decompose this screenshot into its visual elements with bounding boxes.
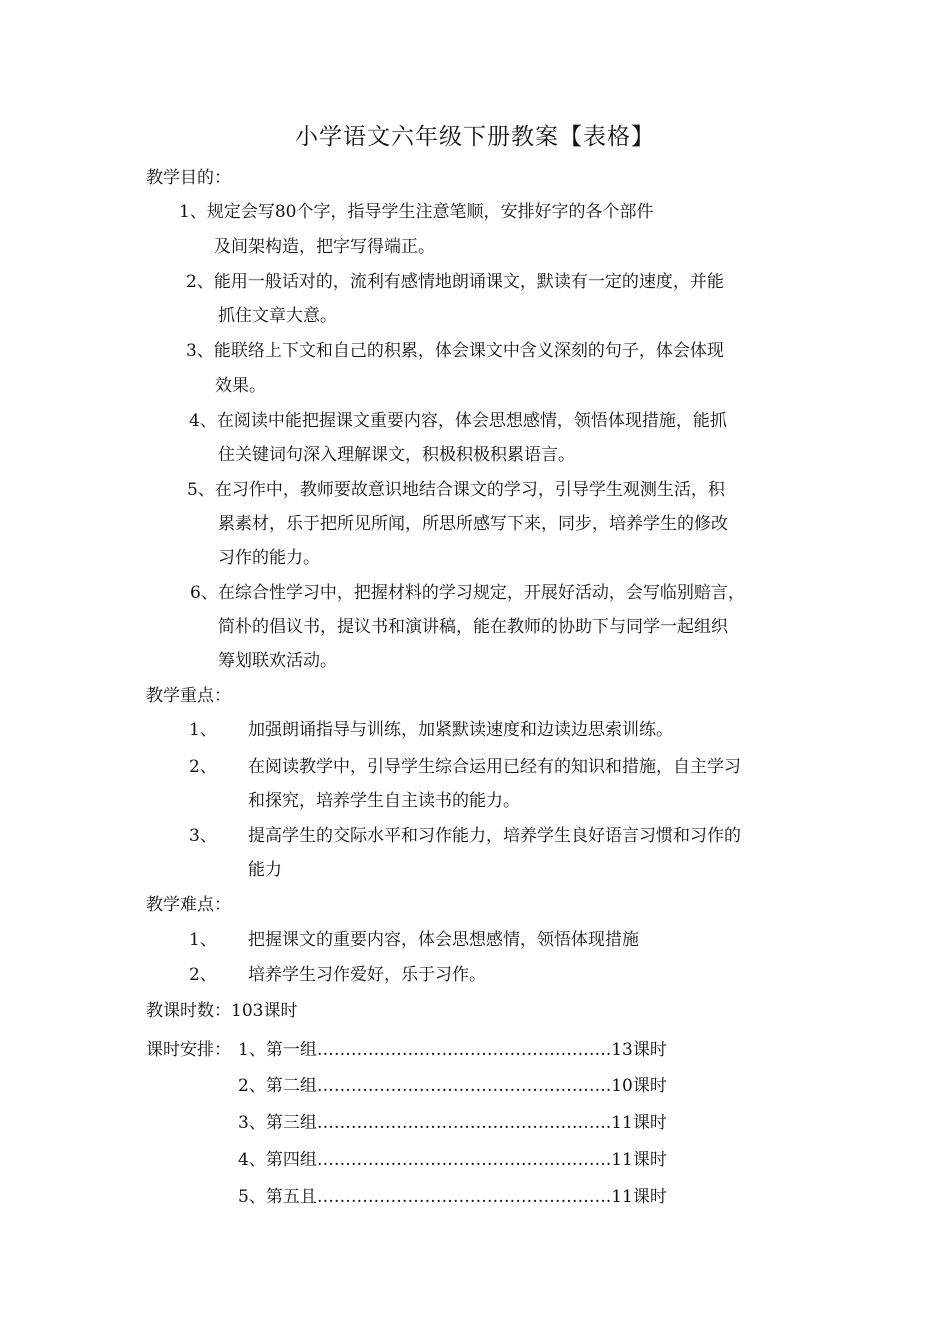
- key-point-1-number: 1、: [189, 720, 217, 740]
- page-title: 小学语文六年级下册教案【表格】: [295, 124, 655, 150]
- difficulty-2-line-1: 培养学生习作爱好，乐于习作。: [248, 965, 486, 985]
- objective-5-line-1: 5、在习作中，教师要故意识地结合课文的学习，引导学生观测生活，积: [187, 480, 725, 500]
- difficulty-1-number: 1、: [189, 930, 217, 950]
- objective-5-line-2: 累素材，乐于把所见所闻，所思所感写下来，同步，培养学生的修改: [218, 514, 728, 534]
- objective-3-line-2: 效果。: [215, 376, 266, 396]
- schedule-row-5: 5、第五且…………………………………………….11课时: [238, 1187, 667, 1207]
- key-point-3-line-2: 能力: [248, 860, 282, 880]
- objective-1-line-1: 1、规定会写80个字，指导学生注意笔顺，安排好字的各个部件: [179, 202, 654, 222]
- objective-6-line-3: 筹划联欢活动。: [218, 651, 337, 671]
- schedule-label: 课时安排：: [146, 1040, 231, 1060]
- schedule-row-2: 2、第二组…………………………………………….10课时: [238, 1076, 667, 1096]
- objective-1-line-2: 及间架构造，把字写得端正。: [214, 237, 435, 257]
- difficulty-2-number: 2、: [189, 965, 217, 985]
- objectives-heading: 教学目的：: [146, 168, 231, 188]
- schedule-row-3: 3、第三组…………………………………………….11课时: [238, 1113, 667, 1133]
- schedule-row-4: 4、第四组…………………………………………….11课时: [238, 1150, 667, 1170]
- objective-5-line-3: 习作的能力。: [218, 548, 320, 568]
- total-hours: 教课时数：103课时: [146, 1001, 298, 1021]
- key-point-3-line-1: 提高学生的交际水平和习作能力，培养学生良好语言习惯和习作的: [248, 826, 741, 846]
- objective-4-line-2: 住关键词句深入理解课文，积极积极积累语言。: [218, 445, 575, 465]
- objective-3-line-1: 3、能联络上下文和自己的积累，体会课文中含义深刻的句子，体会体现: [186, 341, 724, 361]
- objective-6-line-1: 6、在综合性学习中，把握材料的学习规定，开展好活动，会写临别赔言，: [190, 583, 745, 603]
- objective-4-line-1: 4、在阅读中能把握课文重要内容，体会思想感情，领悟体现措施，能抓: [189, 411, 727, 431]
- key-points-heading: 教学重点：: [146, 686, 231, 706]
- difficulty-1-line-1: 把握课文的重要内容，体会思想感情，领悟体现措施: [248, 930, 639, 950]
- schedule-row-1: 1、第一组…………………………………………….13课时: [238, 1040, 667, 1060]
- key-point-2-number: 2、: [189, 757, 217, 777]
- key-point-3-number: 3、: [189, 826, 217, 846]
- key-point-2-line-2: 和探究，培养学生自主读书的能力。: [248, 791, 520, 811]
- objective-2-line-2: 抓住文章大意。: [218, 306, 337, 326]
- key-point-1-line-1: 加强朗诵指导与训练，加紧默读速度和边读边思索训练。: [248, 720, 673, 740]
- difficulties-heading: 教学难点：: [146, 895, 231, 915]
- objective-6-line-2: 简朴的倡议书，提议书和演讲稿，能在教师的协助下与同学一起组织: [218, 617, 728, 637]
- key-point-2-line-1: 在阅读教学中，引导学生综合运用已经有的知识和措施，自主学习: [248, 757, 741, 777]
- objective-2-line-1: 2、能用一般话对的，流利有感情地朗诵课文，默读有一定的速度，并能: [186, 272, 724, 292]
